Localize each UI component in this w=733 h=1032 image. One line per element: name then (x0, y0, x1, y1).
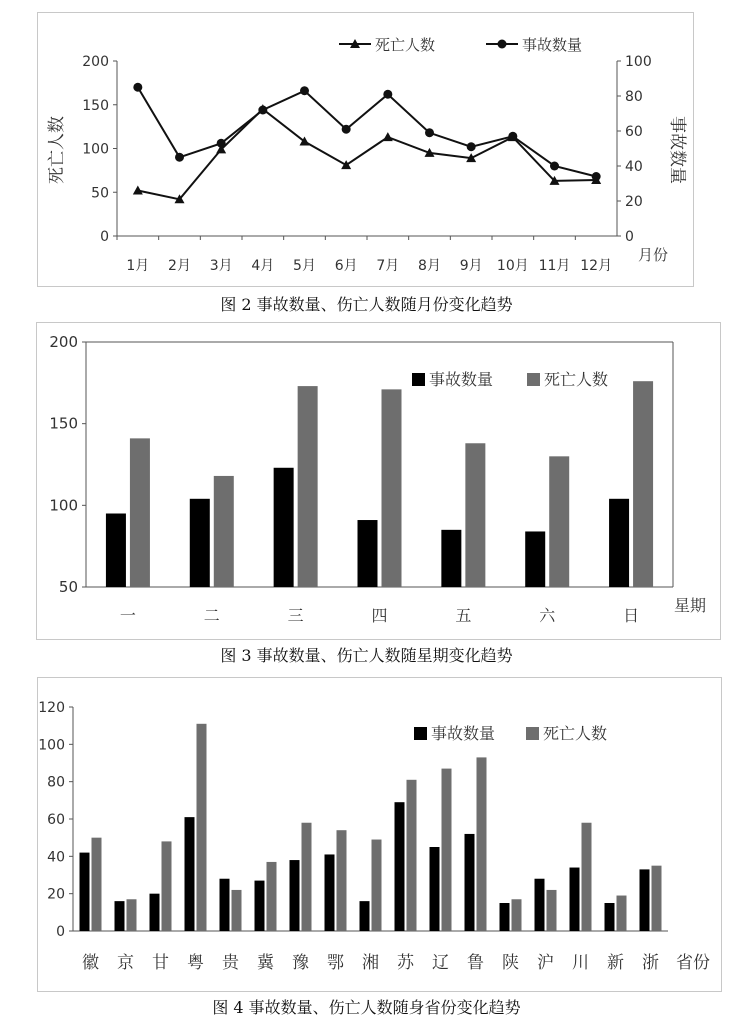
bar-deaths (547, 890, 557, 931)
legend-label: 死亡人数 (543, 724, 608, 743)
x-tick-label: 2月 (168, 258, 191, 274)
y-tick-label: 80 (47, 774, 65, 791)
right-y-tick-label: 20 (625, 194, 643, 210)
bar-accidents (190, 499, 210, 587)
circle-marker (258, 106, 267, 115)
left-y-tick-label: 100 (82, 141, 109, 158)
x-tick-label: 徽 (82, 953, 99, 973)
bar-accidents (605, 903, 615, 931)
bar-deaths (267, 862, 277, 931)
legend-swatch (412, 373, 425, 386)
bar-accidents (360, 901, 370, 931)
triangle-marker (341, 160, 351, 169)
bar-accidents (500, 903, 510, 931)
circle-marker (175, 153, 184, 162)
bar-deaths (162, 841, 172, 931)
bar-accidents (358, 520, 378, 587)
bar-accidents (430, 847, 440, 931)
x-tick-label: 鄂 (327, 953, 344, 973)
x-tick-label: 10月 (496, 258, 529, 274)
bar-deaths (372, 840, 382, 931)
bar-deaths (652, 866, 662, 931)
x-tick-label: 12月 (580, 258, 613, 274)
series-line-1 (138, 109, 596, 199)
x-tick-label: 日 (623, 606, 640, 625)
right-y-tick-label: 40 (625, 159, 643, 175)
bar-accidents (570, 868, 580, 931)
monthly-line-chart (0, 0, 733, 300)
x-tick-label: 贵 (222, 953, 239, 973)
bar-deaths (302, 823, 312, 931)
bar-accidents (325, 854, 335, 931)
x-tick-label: 甘 (152, 953, 169, 973)
bar-accidents (220, 879, 230, 931)
x-tick-label: 苏 (397, 953, 414, 973)
right-y-tick-label: 100 (625, 54, 652, 70)
left-y-tick-label: 0 (100, 229, 109, 245)
circle-marker (342, 125, 351, 134)
y-tick-label: 120 (38, 700, 65, 716)
y-tick-label: 100 (38, 737, 65, 754)
x-tick-label: 京 (117, 953, 134, 973)
x-tick-label: 川 (572, 953, 589, 973)
circle-marker (508, 132, 517, 141)
x-tick-label: 鲁 (467, 953, 484, 973)
circle-marker (550, 162, 559, 171)
x-tick-label: 陕 (502, 953, 519, 973)
figure-4-caption: 图 4 事故数量、伤亡人数随身省份变化趋势 (212, 998, 521, 1017)
left-y-tick-label: 50 (91, 185, 109, 202)
y-tick-label: 200 (49, 333, 78, 351)
x-tick-label: 7月 (376, 258, 400, 274)
legend-swatch (414, 727, 427, 740)
figure-3-caption: 图 3 事故数量、伤亡人数随星期变化趋势 (220, 646, 513, 665)
bar-accidents (441, 530, 461, 587)
y-tick-label: 100 (49, 496, 78, 515)
x-tick-label: 3月 (209, 258, 233, 274)
legend-circle-marker (498, 40, 507, 49)
x-tick-label: 新 (607, 953, 624, 973)
y-tick-label: 50 (58, 578, 78, 596)
bar-deaths (512, 899, 522, 931)
bar-accidents (290, 860, 300, 931)
bar-accidents (115, 901, 125, 931)
x-tick-label: 六 (539, 606, 556, 625)
bar-deaths (92, 838, 102, 931)
bar-accidents (106, 514, 126, 588)
x-tick-label: 沪 (537, 953, 554, 973)
bar-deaths (617, 896, 627, 931)
x-tick-label: 1月 (126, 258, 150, 274)
circle-marker (383, 90, 392, 99)
circle-marker (467, 142, 476, 151)
legend-label: 事故数量 (431, 724, 496, 743)
bar-deaths (633, 381, 653, 587)
x-tick-label: 6月 (334, 258, 358, 274)
right-y-tick-label: 0 (625, 229, 634, 245)
bar-accidents (150, 894, 160, 931)
legend-label: 事故数量 (429, 370, 494, 389)
x-tick-label: 一 (119, 606, 136, 625)
weekday-bar-chart (0, 300, 733, 645)
y-tick-label: 60 (47, 812, 65, 828)
bar-deaths (337, 830, 347, 931)
x-tick-label: 11月 (538, 258, 571, 274)
bar-deaths (130, 438, 150, 587)
bar-accidents (80, 853, 90, 931)
x-axis-title: 省份 (676, 953, 710, 973)
bar-accidents (525, 531, 545, 587)
bar-deaths (127, 899, 137, 931)
x-tick-label: 五 (455, 606, 472, 625)
bar-deaths (465, 443, 485, 587)
left-y-tick-label: 200 (82, 54, 109, 70)
bar-deaths (214, 476, 234, 587)
y-tick-label: 40 (47, 849, 65, 866)
bar-accidents (255, 881, 265, 931)
bar-deaths (442, 769, 452, 931)
circle-marker (425, 128, 434, 137)
x-tick-label: 5月 (293, 258, 316, 274)
left-y-tick-label: 150 (82, 97, 109, 114)
province-bar-chart (0, 665, 733, 1000)
y-tick-label: 150 (49, 414, 78, 433)
bar-deaths (407, 780, 417, 931)
bar-accidents (465, 834, 475, 931)
x-tick-label: 4月 (251, 258, 275, 274)
y-tick-label: 0 (56, 924, 65, 940)
x-tick-label: 四 (371, 606, 388, 625)
series-line-2 (138, 87, 596, 176)
figure-2-caption: 图 2 事故数量、伤亡人数随月份变化趋势 (220, 295, 513, 314)
bar-accidents (640, 869, 650, 931)
bar-accidents (185, 817, 195, 931)
bar-accidents (274, 468, 294, 587)
bar-deaths (382, 389, 402, 587)
x-tick-label: 豫 (292, 953, 309, 973)
bar-accidents (395, 802, 405, 931)
triangle-marker (133, 186, 143, 195)
bar-deaths (582, 823, 592, 931)
legend-swatch (526, 727, 539, 740)
bar-deaths (197, 724, 207, 931)
x-tick-label: 粤 (187, 953, 204, 973)
right-y-tick-label: 80 (625, 89, 643, 105)
legend-label: 死亡人数 (375, 36, 436, 54)
circle-marker (133, 83, 142, 92)
x-tick-label: 三 (287, 606, 304, 625)
bar-deaths (549, 456, 569, 587)
x-axis-title: 星期 (673, 596, 707, 615)
x-tick-label: 8月 (418, 258, 441, 274)
y-tick-label: 20 (47, 886, 65, 903)
x-tick-label: 湘 (362, 953, 379, 973)
right-y-axis-title: 事故数量 (667, 116, 687, 184)
bar-deaths (298, 386, 318, 587)
bar-accidents (609, 499, 629, 587)
legend-swatch (527, 373, 540, 386)
x-tick-label: 二 (203, 606, 220, 625)
x-tick-label: 冀 (257, 953, 274, 973)
bar-deaths (232, 890, 242, 931)
circle-marker (592, 172, 601, 181)
circle-marker (300, 86, 309, 95)
bar-accidents (535, 879, 545, 931)
bar-deaths (477, 757, 487, 931)
x-tick-label: 浙 (642, 953, 659, 973)
x-axis-title: 月份 (637, 246, 669, 264)
right-y-tick-label: 60 (625, 124, 643, 140)
x-tick-label: 辽 (432, 953, 449, 973)
legend-label: 死亡人数 (544, 370, 609, 389)
x-tick-label: 9月 (459, 258, 483, 274)
triangle-marker (383, 132, 393, 141)
legend-label: 事故数量 (522, 36, 583, 54)
circle-marker (217, 139, 226, 148)
left-y-axis-title: 死亡人数 (47, 116, 67, 184)
